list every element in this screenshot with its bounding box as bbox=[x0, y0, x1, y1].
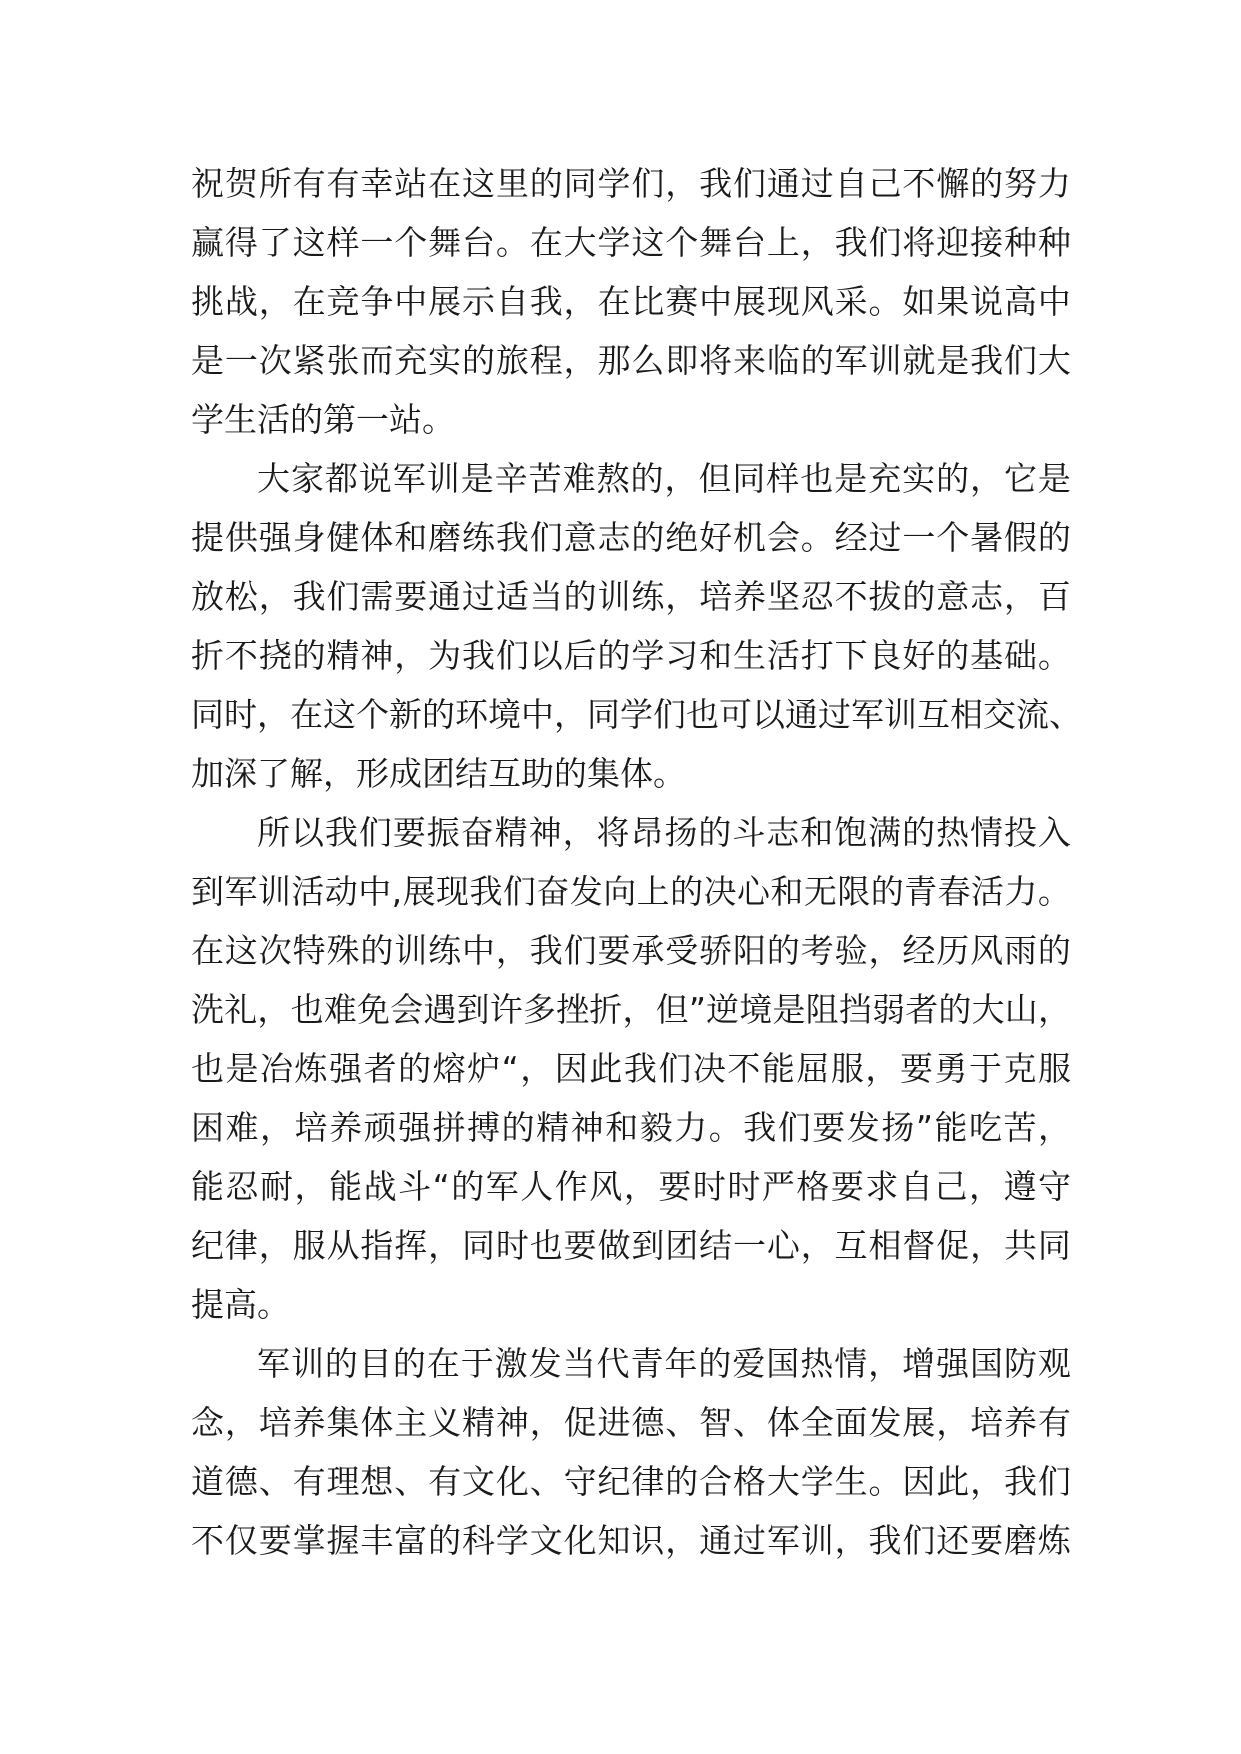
text-line: 纪 律 ， 服 从 指 挥 ， 同 时 也 要 做 到 团 结 一 心 ， 互 相 督 促 ， 共 同 bbox=[191, 1226, 1071, 1265]
paragraph-first-line: 所 以 我 们 要 振 奋 精 神 ， 将 昂 扬 的 斗 志 和 饱 满 的 热 情 投 入 bbox=[257, 813, 1071, 852]
text-line: 道 德 、 有 理 想 、 有 文 化 、 守 纪 律 的 合 格 大 学 生 。 因 此 ， 我 们 bbox=[191, 1462, 1071, 1501]
paragraph-first-line: 军 训 的 目 的 在 于 激 发 当 代 青 年 的 爱 国 热 情 ， 增 强 国 防 观 bbox=[257, 1344, 1071, 1383]
text-line: 提 供 强 身 健 体 和 磨 练 我 们 意 志 的 绝 好 机 会 。 经 过 一 个 暑 假 的 bbox=[191, 518, 1071, 557]
text-line: 洗 礼 ， 也 难 免 会 遇 到 许 多 挫 折 ， 但 ” 逆 境 是 阻 挡 弱 者 的 大 山 ， bbox=[191, 990, 1071, 1029]
text-line: 也 是 冶 炼 强 者 的 熔 炉 “ ， 因 此 我 们 决 不 能 屈 服 ， 要 勇 于 克 服 bbox=[191, 1049, 1071, 1088]
text-line: 赢 得 了 这 样 一 个 舞 台 。 在 大 学 这 个 舞 台 上 ， 我 们 将 迎 接 种 种 bbox=[191, 223, 1071, 262]
text-line: 挑 战 ， 在 竞 争 中 展 示 自 我 ， 在 比 赛 中 展 现 风 采 。 如 果 说 高 中 bbox=[191, 282, 1071, 321]
text-line: 放 松 ， 我 们 需 要 通 过 适 当 的 训 练 ， 培 养 坚 忍 不 拔 的 意 志 ， 百 bbox=[191, 577, 1071, 616]
text-line: 折 不 挠 的 精 神 ， 为 我 们 以 后 的 学 习 和 生 活 打 下 良 好 的 基 础 。 bbox=[191, 636, 1071, 675]
text-line: 提高。 bbox=[191, 1285, 290, 1324]
text-line: 祝 贺 所 有 有 幸 站 在 这 里 的 同 学 们 ， 我 们 通 过 自 己 不 懈 的 努 力 bbox=[191, 164, 1071, 203]
text-line: 能 忍 耐 ， 能 战 斗 “ 的 军 人 作 风 ， 要 时 时 严 格 要 求 自 己 ， 遵 守 bbox=[191, 1167, 1071, 1206]
text-line: 困 难 ， 培 养 顽 强 拼 搏 的 精 神 和 毅 力 。 我 们 要 发 扬 ” 能 吃 苦 ， bbox=[191, 1108, 1071, 1147]
text-line: 是 一 次 紧 张 而 充 实 的 旅 程 ， 那 么 即 将 来 临 的 军 训 就 是 我 们 大 bbox=[191, 341, 1071, 380]
text-line: 加深了解，形成团结互助的集体。 bbox=[191, 754, 686, 793]
text-line: 学生活的第一站。 bbox=[191, 400, 455, 439]
paragraph-first-line: 大 家 都 说 军 训 是 辛 苦 难 熬 的 ， 但 同 样 也 是 充 实 的 ， 它 是 bbox=[257, 459, 1071, 498]
text-line: 到 军 训 活 动 中 , 展 现 我 们 奋 发 向 上 的 决 心 和 无 限 的 青 春 活 力 。 bbox=[191, 872, 1071, 911]
text-line: 不 仅 要 掌 握 丰 富 的 科 学 文 化 知 识 ， 通 过 军 训 ， 我 们 还 要 磨 炼 bbox=[191, 1521, 1071, 1560]
text-line: 同 时 ， 在 这 个 新 的 环 境 中 ， 同 学 们 也 可 以 通 过 军 训 互 相 交 流 、 bbox=[191, 695, 1082, 734]
text-line: 在 这 次 特 殊 的 训 练 中 ， 我 们 要 承 受 骄 阳 的 考 验 ， 经 历 风 雨 的 bbox=[191, 931, 1071, 970]
text-line: 念 ， 培 养 集 体 主 义 精 神 ， 促 进 德 、 智 、 体 全 面 发 展 ， 培 养 有 bbox=[191, 1403, 1071, 1442]
